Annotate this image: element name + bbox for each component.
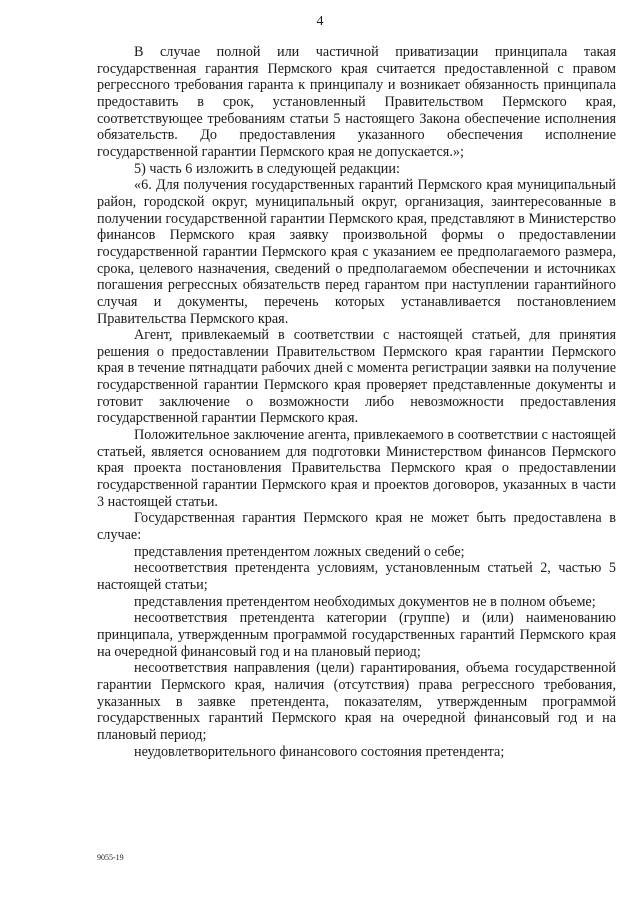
- document-body: [97, 44, 616, 760]
- list-item: представления претендентом ложных сведений о себе;: [134, 543, 465, 560]
- paragraph: Агент, привлекаемый в соответствии с настоящей статьей, для принятия решения о предоставлении Правительством Пермского края гарантии Пермского края в течение пятнадцати рабочих дней с момента регистрации заявки на получение государственной гарантии Пермского края проверяет представленные документы и готовит заключение о возможности либо невозможности предоставления государственной гарантии Пермского края.: [97, 327, 616, 427]
- page-number: 4: [316, 14, 324, 29]
- list-item: несоответствия направления (цели) гарантирования, объема государственной гарантии Пермского края, наличия (отсутствия) права регрессного требования, указанных в заявке претендента, показателям, утвержденным программой государственных гарантий Пермского края на очередной финансовый год и на плановый период;: [97, 660, 616, 743]
- list-item: неудовлетворительного финансового состояния претендента;: [134, 743, 505, 760]
- paragraph: «6. Для получения государственных гарантий Пермского края муниципальный район, городской округ, муниципальный округ, организация, заинтересованные в получении государственной гарантии Пермского края, представляют в Министерство финансов Пермского края заявку произвольной формы о предоставлении государственной гарантии Пермского края с указанием ее предполагаемого размера, срока, целевого назначения, сведений о предполагаемом обеспечении и источниках погашения регрессных обязательств перед гарантом при наступлении гарантийного случая и документы, перечень которых устанавливается постановлением Правительства Пермского края.: [97, 177, 616, 327]
- list-item: несоответствия претендента категории (группе) и (или) наименованию принципала, утвержденным программой государственных гарантий Пермского края на очередной финансовый год и на плановый период;: [97, 610, 616, 660]
- list-item: несоответствия претендента условиям, установленным статьей 2, частью 5 настоящей статьи;: [97, 560, 616, 593]
- paragraph: Государственная гарантия Пермского края не может быть предоставлена в случае:: [97, 510, 616, 544]
- document-code: 9055-19: [97, 853, 124, 862]
- paragraph: 5) часть 6 изложить в следующей редакции:: [134, 160, 400, 177]
- list-item: представления претендентом необходимых документов не в полном объеме;: [134, 593, 596, 610]
- paragraph: В случае полной или частичной приватизации принципала такая государственная гарантия Пермского края считается предоставленной с правом регрессного требования гаранта к принципалу и возникает обязанность принципала предоставить в срок, установленный Правительством Пермского края, соответствующее требованиям статьи 5 настоящего Закона обеспечение исполнения обязательств. До предоставления указанного обеспечения исполнение государственной гарантии Пермского края не допускается.»;: [97, 44, 616, 160]
- paragraph: Положительное заключение агента, привлекаемого в соответствии с настоящей статьей, является основанием для подготовки Министерством финансов Пермского края проекта постановления Правительства Пермского края о предоставлении государственной гарантии Пермского края и проектов договоров, указанных в части 3 настоящей статьи.: [97, 427, 616, 510]
